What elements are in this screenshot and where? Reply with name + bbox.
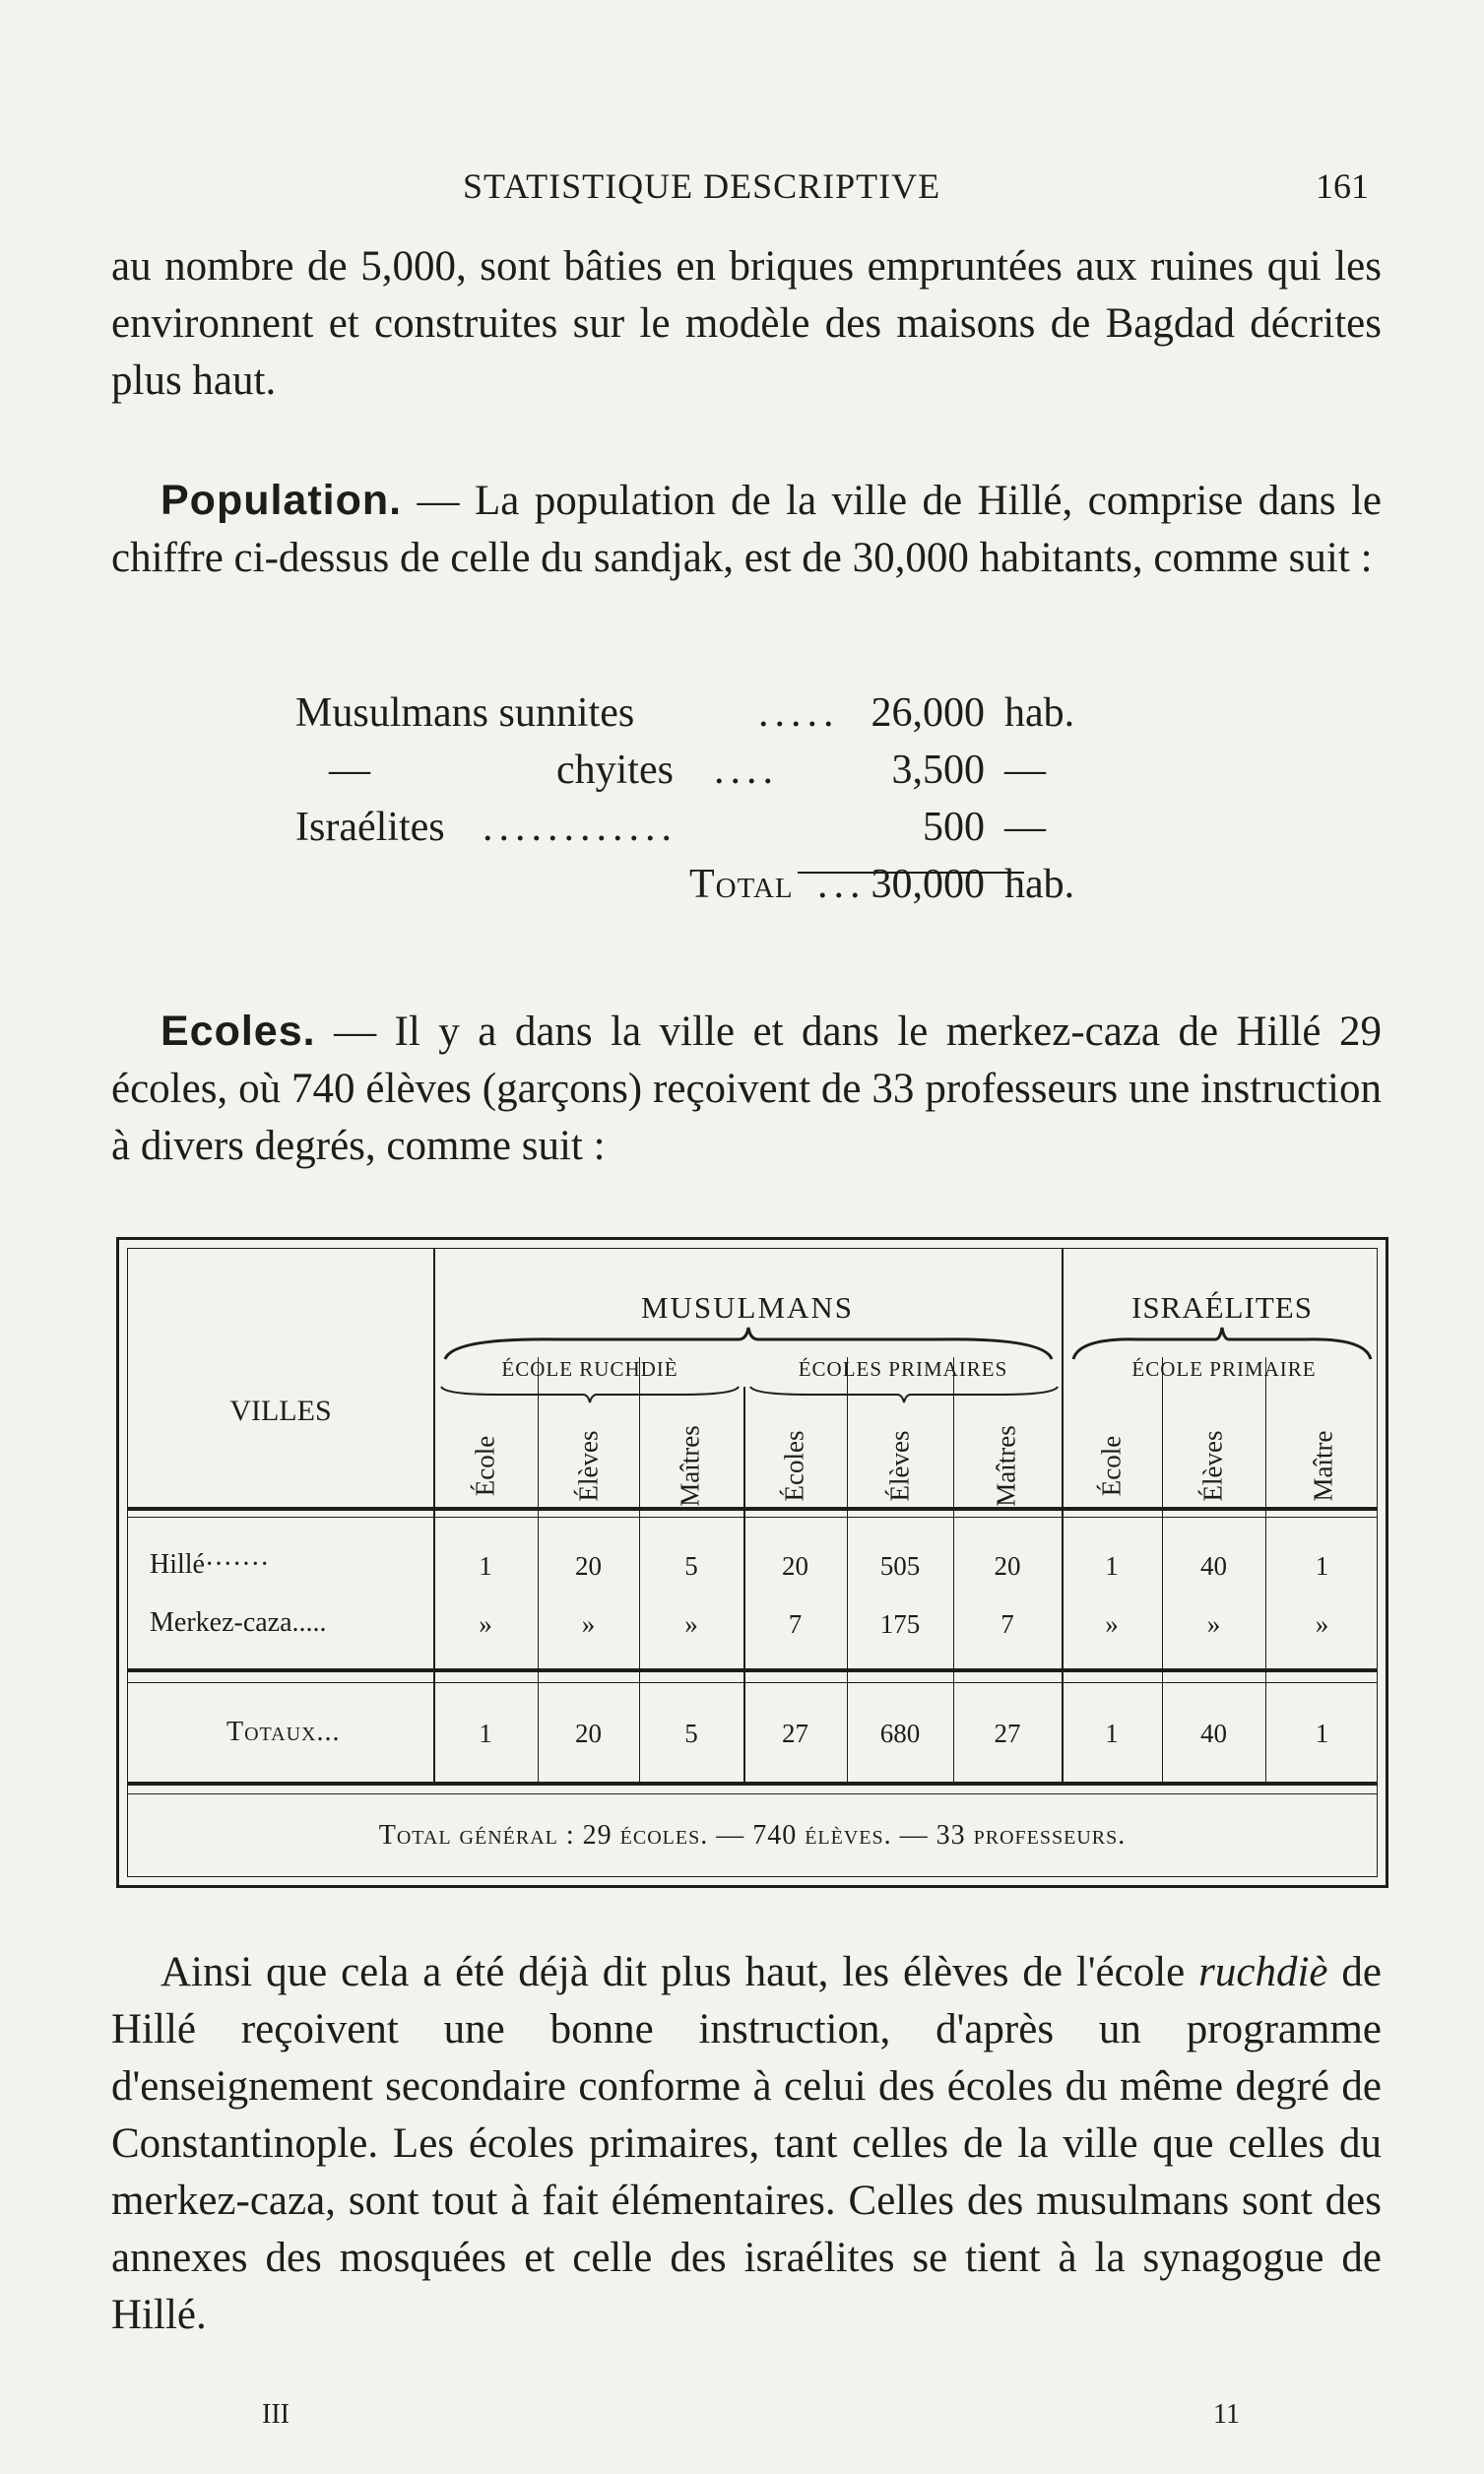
primaires-brace [748, 1383, 1060, 1404]
totals-cell: 40 [1200, 1719, 1227, 1748]
population-label: Musulmans sunnites [295, 690, 635, 736]
table-cell: » [684, 1609, 698, 1639]
totals-rule [128, 1668, 1377, 1672]
intro-text: au nombre de 5,000, sont bâties en briques empruntées aux ruines qui les environnent et construites sur le modèle des maisons de Bagdad décrites plus haut. [111, 243, 1382, 404]
population-value: 3,500 [891, 748, 985, 793]
population-row [295, 689, 1192, 747]
population-heading: Population. [161, 477, 403, 524]
footer-rule [128, 1793, 1377, 1794]
population-text: — La population de la ville de Hillé, comprise dans le chiffre ci-dessus de celle du sandjak, est de 30,000 habitants, comme suit : [111, 478, 1382, 581]
totals-cell: 20 [575, 1719, 602, 1748]
column-header-eleves: Élèves [1197, 1430, 1228, 1502]
musulmans-header: MUSULMANS [640, 1290, 855, 1325]
table-cell: 1 [1315, 1551, 1329, 1581]
column-header-eleves: Élèves [884, 1430, 915, 1502]
israelites-header: ISRAÉLITES [1131, 1290, 1313, 1325]
population-label: — [329, 748, 370, 793]
column-header-maitres: Maîtres [991, 1425, 1021, 1507]
table-cell: » [1105, 1609, 1119, 1639]
table-cell: 7 [788, 1609, 803, 1639]
leader-dots: ..... [758, 690, 840, 736]
ruchdie-header: ÉCOLE RUCHDIÈ [501, 1357, 678, 1381]
table-cell: 20 [994, 1551, 1021, 1581]
footer-rule [128, 1782, 1377, 1786]
table-cell: 1 [1105, 1551, 1119, 1581]
closing-text-end: de Hillé reçoivent une bonne instruction, d'après un programme d'enseignement secondaire conforme à celui des écoles du même degré de Constantinople. Les écoles primaires, tant celles de la ville que celles du merkez-caza, sont tout à fait élémentaires. Celles des musulmans sont des annexes des mosquées et celle des israélites se tient à la synagogue de Hillé. [111, 1949, 1382, 2338]
table-cell: » [479, 1609, 492, 1639]
column-divider [1062, 1249, 1064, 1782]
table-cell: 1 [479, 1551, 492, 1581]
population-total-label: Total [689, 862, 794, 907]
population-sublabel: chyites [556, 748, 674, 793]
table-cell: 175 [879, 1609, 921, 1639]
villes-header: VILLES [229, 1395, 332, 1427]
closing-text-start: Ainsi que cela a été déjà dit plus haut, les élèves de l'école [161, 1949, 1199, 1995]
population-total-unit: hab. [1004, 862, 1075, 907]
running-title: STATISTIQUE DESCRIPTIVE [463, 166, 941, 206]
population-unit: — [1004, 748, 1046, 793]
table-cell: » [1315, 1609, 1329, 1639]
header-rule [128, 1507, 1377, 1511]
leader-dots: ............ [483, 805, 677, 850]
leader-dots: .... [714, 748, 779, 793]
table-cell: 505 [879, 1551, 921, 1581]
column-header-ecoles: Écoles [779, 1430, 809, 1502]
column-header-maitres: Maîtres [675, 1425, 705, 1507]
population-value: 500 [923, 805, 985, 850]
header-rule [128, 1517, 1377, 1518]
page-number: 161 [1316, 166, 1369, 206]
totals-cell: 680 [879, 1719, 921, 1748]
table-row-label: Hillé······· [150, 1549, 270, 1580]
signature-mark: III [262, 2399, 290, 2430]
folio-number: 11 [1213, 2399, 1240, 2430]
primaire-header: ÉCOLE PRIMAIRE [1131, 1357, 1317, 1381]
totals-cell: 1 [1315, 1719, 1329, 1748]
intro-paragraph [111, 238, 1382, 410]
population-value: 26,000 [871, 690, 985, 736]
leader-dots: ... [817, 862, 867, 907]
ecoles-text: — Il y a dans la ville et dans le merkez-caza de Hillé 29 écoles, où 740 élèves (garçons) reçoivent de 33 professeurs une instruction à divers degrés, comme suit : [111, 1009, 1382, 1169]
table-cell: 20 [782, 1551, 808, 1581]
total-general: Total général : 29 écoles. — 740 élèves. — 33 professeurs. [378, 1820, 1127, 1851]
totals-cell: 1 [479, 1719, 492, 1748]
table-cell: » [1206, 1609, 1221, 1639]
column-header-ecole: École [470, 1435, 500, 1497]
population-row [295, 804, 1192, 861]
page-footer [0, 2399, 1484, 2439]
ecoles-heading: Ecoles. [161, 1008, 316, 1055]
population-row [295, 747, 1192, 804]
closing-paragraph [111, 1944, 1382, 2344]
population-table [295, 689, 1192, 918]
population-total-value: 30,000 [871, 862, 985, 907]
table-row-label: Merkez-caza..... [150, 1607, 327, 1638]
totals-cell: 27 [994, 1719, 1021, 1748]
population-total-row [295, 861, 1192, 918]
totals-rule [128, 1682, 1377, 1683]
column-header-ecole: École [1096, 1435, 1127, 1497]
schools-table-inner [127, 1248, 1378, 1877]
table-cell: » [581, 1609, 596, 1639]
table-cell: 7 [1000, 1609, 1014, 1639]
column-header-eleves: Élèves [573, 1430, 604, 1502]
ruchdie-brace [439, 1383, 741, 1404]
column-divider [433, 1249, 435, 1782]
population-label: Israélites [295, 805, 445, 850]
totals-cell: 27 [782, 1719, 808, 1748]
totals-cell: 5 [684, 1719, 698, 1748]
ecoles-paragraph [111, 1003, 1382, 1175]
population-unit: hab. [1004, 690, 1075, 736]
running-head [0, 165, 1484, 215]
primaires-header: ÉCOLES PRIMAIRES [798, 1357, 1008, 1381]
closing-italic-term: ruchdiè [1198, 1949, 1328, 1995]
totals-cell: 1 [1105, 1719, 1119, 1748]
population-paragraph [111, 472, 1382, 587]
population-unit: — [1004, 805, 1046, 850]
table-cell: 5 [684, 1551, 698, 1581]
table-cell: 20 [575, 1551, 602, 1581]
totals-label: Totaux... [226, 1717, 341, 1747]
table-cell: 40 [1200, 1551, 1227, 1581]
schools-table [116, 1237, 1388, 1888]
column-header-maitre: Maître [1308, 1430, 1338, 1502]
